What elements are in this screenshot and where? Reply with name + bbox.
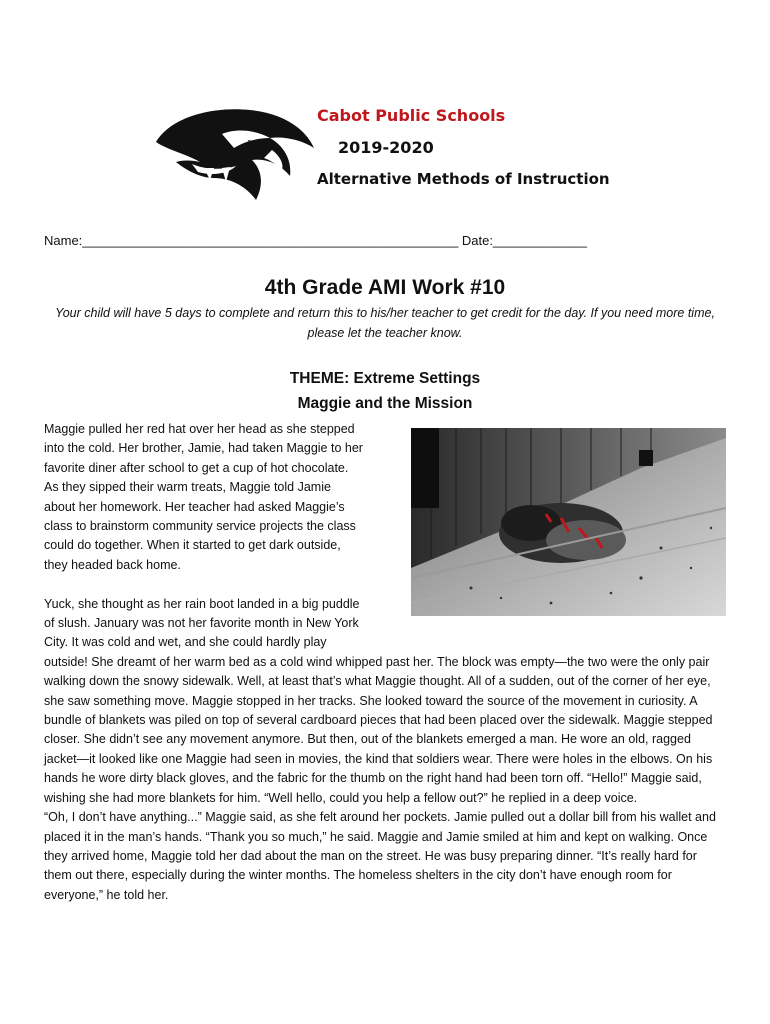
page-title: 4th Grade AMI Work #10 — [264, 276, 506, 299]
theme-heading: THEME: Extreme Settings — [289, 370, 481, 387]
name-date-field-line: Name:____________________________________________________ Date:_____________ — [44, 233, 587, 248]
paragraph-2-rest: outside! She dreamt of her warm bed as a cold wind whipped past her. The block was empty—the two were the only pair walking down the snowy sidewalk. Well, at least that’s what Maggie thought. All of a sudden, out of the corner of her eye, she saw something move. Maggie stopped in her tracks. She looked toward the source of the movement in curiosity. A bundle of blankets was piled on top of several cardboard pieces that had been placed over the sidewalk. Maggie stepped closer. She didn’t see any movement anymore. But then, out of the blankets emerged a man. He wore an old, ragged jacket—it looked like one Maggie had seen in movies, the kind that soldiers wear. There were holes in the elbows. On his hands he wore dirty black gloves, and the fabric for the thumb on the right hand had been torn off. “Hello!” Maggie said, wishing she had more blankets for him. “Well hello, could you help a fellow out?” he replied in a deep voice. — [44, 654, 713, 805]
paragraph-1 — [44, 420, 404, 575]
text-line: about her homework. Her teacher had asked Maggie’s — [44, 499, 345, 514]
school-year: 2019-2020 — [338, 138, 434, 157]
story-title: Maggie and the Mission — [297, 395, 473, 412]
text-line: of slush. January was not her favorite month in New York — [44, 616, 359, 631]
text-line: could do together. When it started to get dark outside, — [44, 538, 341, 553]
text-line: As they sipped their warm treats, Maggie told Jamie — [44, 480, 331, 495]
school-name: Cabot Public Schools — [317, 106, 506, 125]
panther-mascot-icon — [152, 104, 317, 204]
text-line: into the cold. Her brother, Jamie, had taken Maggie to her — [44, 441, 363, 456]
paragraph-2-start — [44, 595, 404, 653]
header-logo — [152, 104, 612, 204]
paragraph-3: “Oh, I don’t have anything...” Maggie said, as she felt around her pockets. Jamie pulled out a dollar bill from his wallet and placed it in the man’s hands. “Thank you so much,” he said. Maggie and Jamie smiled at him and kept on walking. Once they arrived home, Maggie told her dad about the man on the street. He was busy preparing dinner. “It’s really hard for them out there, especially during the winter months. The homeless shelters in the city don’t have enough room for everyone,” he told her. — [44, 810, 716, 902]
instructions: Your child will have 5 days to complete and return this to his/her teacher to get credit for the day. If you need more time, please let the teacher know. — [55, 306, 715, 340]
story-text — [44, 420, 724, 905]
text-line: City. It was cold and wet, and she could hardly play — [44, 635, 327, 650]
text-line: favorite diner after school to get a cup of hot chocolate. — [44, 460, 349, 475]
text-line: Yuck, she thought as her rain boot landed in a big puddle — [44, 596, 360, 611]
text-line: class to brainstorm community service projects the class — [44, 519, 356, 534]
program-name: Alternative Methods of Instruction — [317, 170, 610, 188]
text-line: Maggie pulled her red hat over her head as she stepped — [44, 422, 355, 436]
text-line: they headed back home. — [44, 557, 181, 572]
